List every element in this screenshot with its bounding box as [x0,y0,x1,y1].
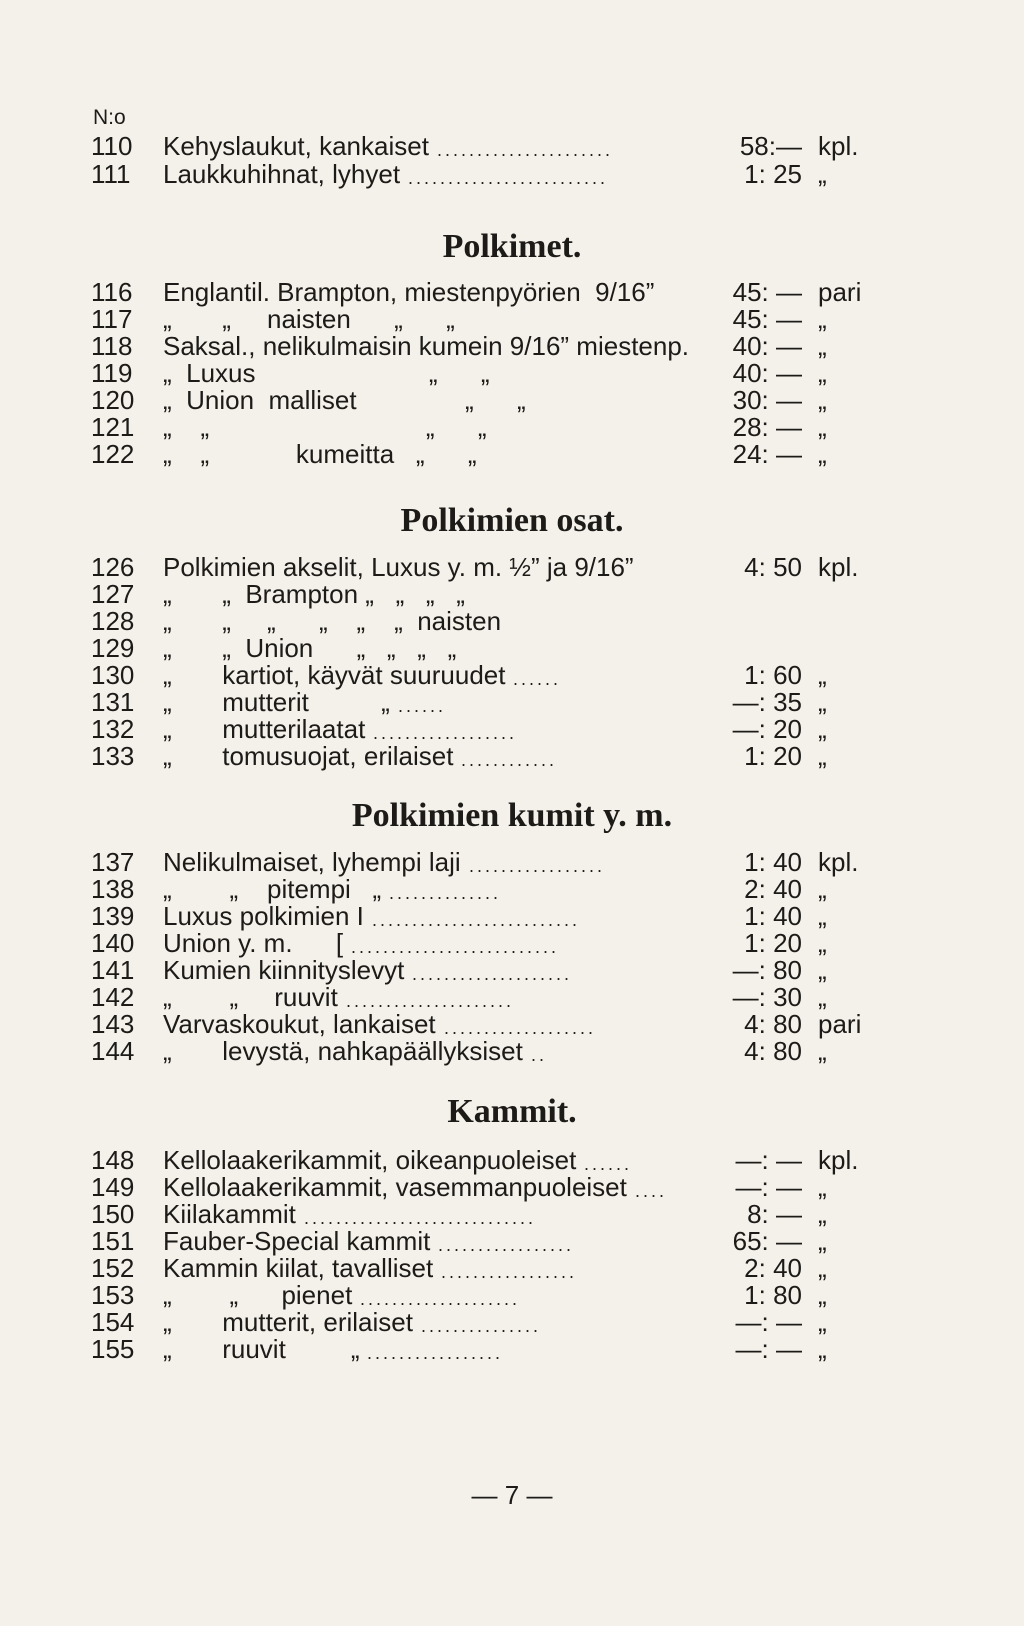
item-number: 127 [91,579,135,609]
item-price: 58:— [739,131,802,161]
leader-dots: .................. [373,723,518,743]
item-number: 117 [91,304,133,334]
price-row [0,1173,1024,1201]
item-price: —: — [735,1334,802,1364]
item-price: 1: 80 [744,1280,802,1310]
item-unit: „ [818,982,827,1012]
price-row [0,440,1024,468]
item-unit: „ [818,331,827,361]
item-number: 153 [91,1280,135,1310]
item-number: 118 [91,331,133,361]
price-row [0,607,1024,635]
item-price: 2: 40 [744,1253,802,1283]
item-name: „ „ pitempi „ [163,874,382,904]
item-number: 151 [91,1226,135,1256]
item-price: —: 35 [732,687,802,717]
item-price: 45: — [732,304,802,334]
price-row [0,278,1024,306]
item-name: „ mutterit „ [163,687,390,717]
item-number: 132 [91,714,135,744]
section-heading: Polkimet. [442,228,582,265]
item-name: Englantil. Brampton, miestenpyörien 9/16” [163,277,655,307]
item-price: —: 20 [732,714,802,744]
price-row [0,359,1024,387]
item-unit: kpl. [818,1145,859,1175]
item-unit: „ [818,1172,827,1202]
item-price: 45: — [732,277,802,307]
item-name: „ „ naisten „ „ [163,304,455,334]
price-row [0,305,1024,333]
leader-dots: ............ [461,750,558,770]
item-unit: „ [818,687,827,717]
leader-dots: .............. [389,883,502,903]
item-unit: „ [818,358,827,388]
item-price: 65: — [732,1226,802,1256]
price-row [0,553,1024,581]
price-row [0,875,1024,903]
item-name: „ „ ruuvit [163,982,338,1012]
price-row [0,1335,1024,1363]
item-unit: „ [818,1199,827,1229]
item-unit: „ [818,1253,827,1283]
item-price: 1: 60 [744,660,802,690]
item-name: „ „ pienet [163,1280,353,1310]
item-number: 141 [91,955,135,985]
item-number: 152 [91,1253,135,1283]
item-price: —: — [735,1172,802,1202]
item-number: 138 [91,874,135,904]
item-unit: kpl. [818,847,859,877]
item-name: „ ruuvit „ [163,1334,360,1364]
item-number: 155 [91,1334,135,1364]
item-price: 4: 80 [744,1009,802,1039]
price-row [0,983,1024,1011]
item-unit: kpl. [818,131,859,161]
section-heading: Kammit. [447,1093,577,1130]
item-price: 24: — [732,439,802,469]
item-unit: kpl. [818,552,859,582]
section-heading: Polkimien kumit y. m. [351,797,673,834]
item-number: 111 [91,159,131,189]
item-number: 129 [91,633,135,663]
item-unit: „ [818,304,827,334]
item-price: 40: — [732,331,802,361]
price-row [0,1146,1024,1174]
item-price: 40: — [732,358,802,388]
page-number: — 7 — [471,1480,553,1510]
item-number: 119 [91,358,133,388]
item-price: —: 30 [732,982,802,1012]
item-name: „ „ „ „ [163,412,487,442]
price-row [0,1281,1024,1309]
item-price: —: — [735,1145,802,1175]
item-number: 110 [91,131,133,161]
section-heading: Polkimien osat. [400,502,624,539]
item-name: „ „ kumeitta „ „ [163,439,477,469]
number-column-header: N:o [93,106,126,129]
price-row [0,742,1024,770]
leader-dots: ................. [438,1235,575,1255]
price-row [0,634,1024,662]
item-price: 8: — [747,1199,802,1229]
leader-dots: ...................... [437,140,614,160]
item-name: Kellolaakerikammit, oikeanpuoleiset [163,1145,577,1175]
item-name: Kumien kiinnityslevyt [163,955,405,985]
price-row [0,413,1024,441]
item-unit: „ [818,1226,827,1256]
item-unit: „ [818,159,827,189]
price-row [0,848,1024,876]
item-name: „ „ Union „ „ „ „ [163,633,457,663]
item-unit: „ [818,901,827,931]
leader-dots: ................... [444,1018,597,1038]
leader-dots: ................. [441,1262,578,1282]
item-name: Kiilakammit [163,1199,296,1229]
item-name: „ Union malliset „ „ [163,385,526,415]
item-price: 1: 25 [744,159,802,189]
item-price: 1: 20 [744,928,802,958]
item-name: Luxus polkimien I [163,901,364,931]
price-row [0,1254,1024,1282]
price-row [0,580,1024,608]
item-number: 139 [91,901,135,931]
item-number: 121 [91,412,135,442]
item-price: 1: 40 [744,901,802,931]
price-row [0,332,1024,360]
item-price: 1: 40 [744,847,802,877]
item-unit: „ [818,928,827,958]
item-unit: „ [818,955,827,985]
leader-dots: ...... [513,669,562,689]
leader-dots: ...... [398,696,447,716]
item-number: 143 [91,1009,135,1039]
item-name: Kehyslaukut, kankaiset [163,131,429,161]
item-unit: „ [818,439,827,469]
item-name: „ „ „ „ „ „ naisten [163,606,502,636]
price-row [0,160,1024,188]
item-price: 28: — [732,412,802,442]
item-number: 130 [91,660,135,690]
item-unit: „ [818,741,827,771]
item-name: „ levystä, nahkapäällyksiset [163,1036,523,1066]
leader-dots: ...... [584,1154,633,1174]
price-row [0,688,1024,716]
item-unit: „ [818,412,827,442]
item-name: Nelikulmaiset, lyhempi laji [163,847,461,877]
price-row [0,386,1024,414]
leader-dots: .................... [412,964,573,984]
leader-dots: .......................... [351,937,560,957]
item-number: 128 [91,606,135,636]
price-row [0,1010,1024,1038]
item-name: „ kartiot, käyvät suuruudet [163,660,506,690]
price-row [0,132,1024,160]
item-name: „ „ Brampton „ „ „ „ [163,579,465,609]
item-price: 2: 40 [744,874,802,904]
item-unit: „ [818,1307,827,1337]
item-name: Fauber-Special kammit [163,1226,431,1256]
item-price: 1: 20 [744,741,802,771]
item-unit: „ [818,1334,827,1364]
item-number: 116 [91,277,133,307]
item-number: 131 [91,687,135,717]
price-row [0,902,1024,930]
item-number: 150 [91,1199,135,1229]
leader-dots: .. [531,1045,548,1065]
item-name: Polkimien akselit, Luxus y. m. ½” ja 9/16” [163,552,634,582]
price-row [0,715,1024,743]
leader-dots: ............................. [304,1208,537,1228]
item-price: 4: 80 [744,1036,802,1066]
item-price: 4: 50 [744,552,802,582]
leader-dots: ............... [421,1316,542,1336]
price-row [0,956,1024,984]
item-number: 140 [91,928,135,958]
leader-dots: .... [635,1181,668,1201]
leader-dots: ................. [367,1343,504,1363]
item-name: „ mutterit, erilaiset [163,1307,413,1337]
leader-dots: .................... [360,1289,521,1309]
price-row [0,661,1024,689]
item-number: 142 [91,982,135,1012]
item-name: Kellolaakerikammit, vasemmanpuoleiset [163,1172,627,1202]
item-unit: pari [818,277,862,307]
item-name: „ Luxus „ „ [163,358,490,388]
item-price: —: — [735,1307,802,1337]
item-name: Varvaskoukut, lankaiset [163,1009,436,1039]
item-name: Union y. m. [ [163,928,344,958]
item-price: 30: — [732,385,802,415]
price-row [0,1037,1024,1065]
item-number: 149 [91,1172,135,1202]
price-row [0,929,1024,957]
item-number: 122 [91,439,135,469]
item-unit: pari [818,1009,862,1039]
item-number: 154 [91,1307,135,1337]
price-row [0,1200,1024,1228]
item-unit: „ [818,385,827,415]
item-unit: „ [818,660,827,690]
leader-dots: ................. [469,856,606,876]
leader-dots: ..................... [346,991,515,1011]
item-number: 120 [91,385,135,415]
item-unit: „ [818,714,827,744]
item-name: Saksal., nelikulmaisin kumein 9/16” miestenp. [163,331,690,361]
price-row [0,1308,1024,1336]
item-number: 126 [91,552,135,582]
item-unit: „ [818,1280,827,1310]
item-name: Kammin kiilat, tavalliset [163,1253,434,1283]
item-number: 137 [91,847,135,877]
item-price: —: 80 [732,955,802,985]
leader-dots: ......................... [408,168,609,188]
item-unit: „ [818,874,827,904]
item-number: 133 [91,741,135,771]
price-row [0,1227,1024,1255]
item-number: 148 [91,1145,135,1175]
item-name: „ mutterilaatat [163,714,366,744]
item-unit: „ [818,1036,827,1066]
leader-dots: .......................... [372,910,581,930]
item-name: Laukkuhihnat, lyhyet [163,159,401,189]
item-number: 144 [91,1036,135,1066]
item-name: „ tomusuojat, erilaiset [163,741,454,771]
